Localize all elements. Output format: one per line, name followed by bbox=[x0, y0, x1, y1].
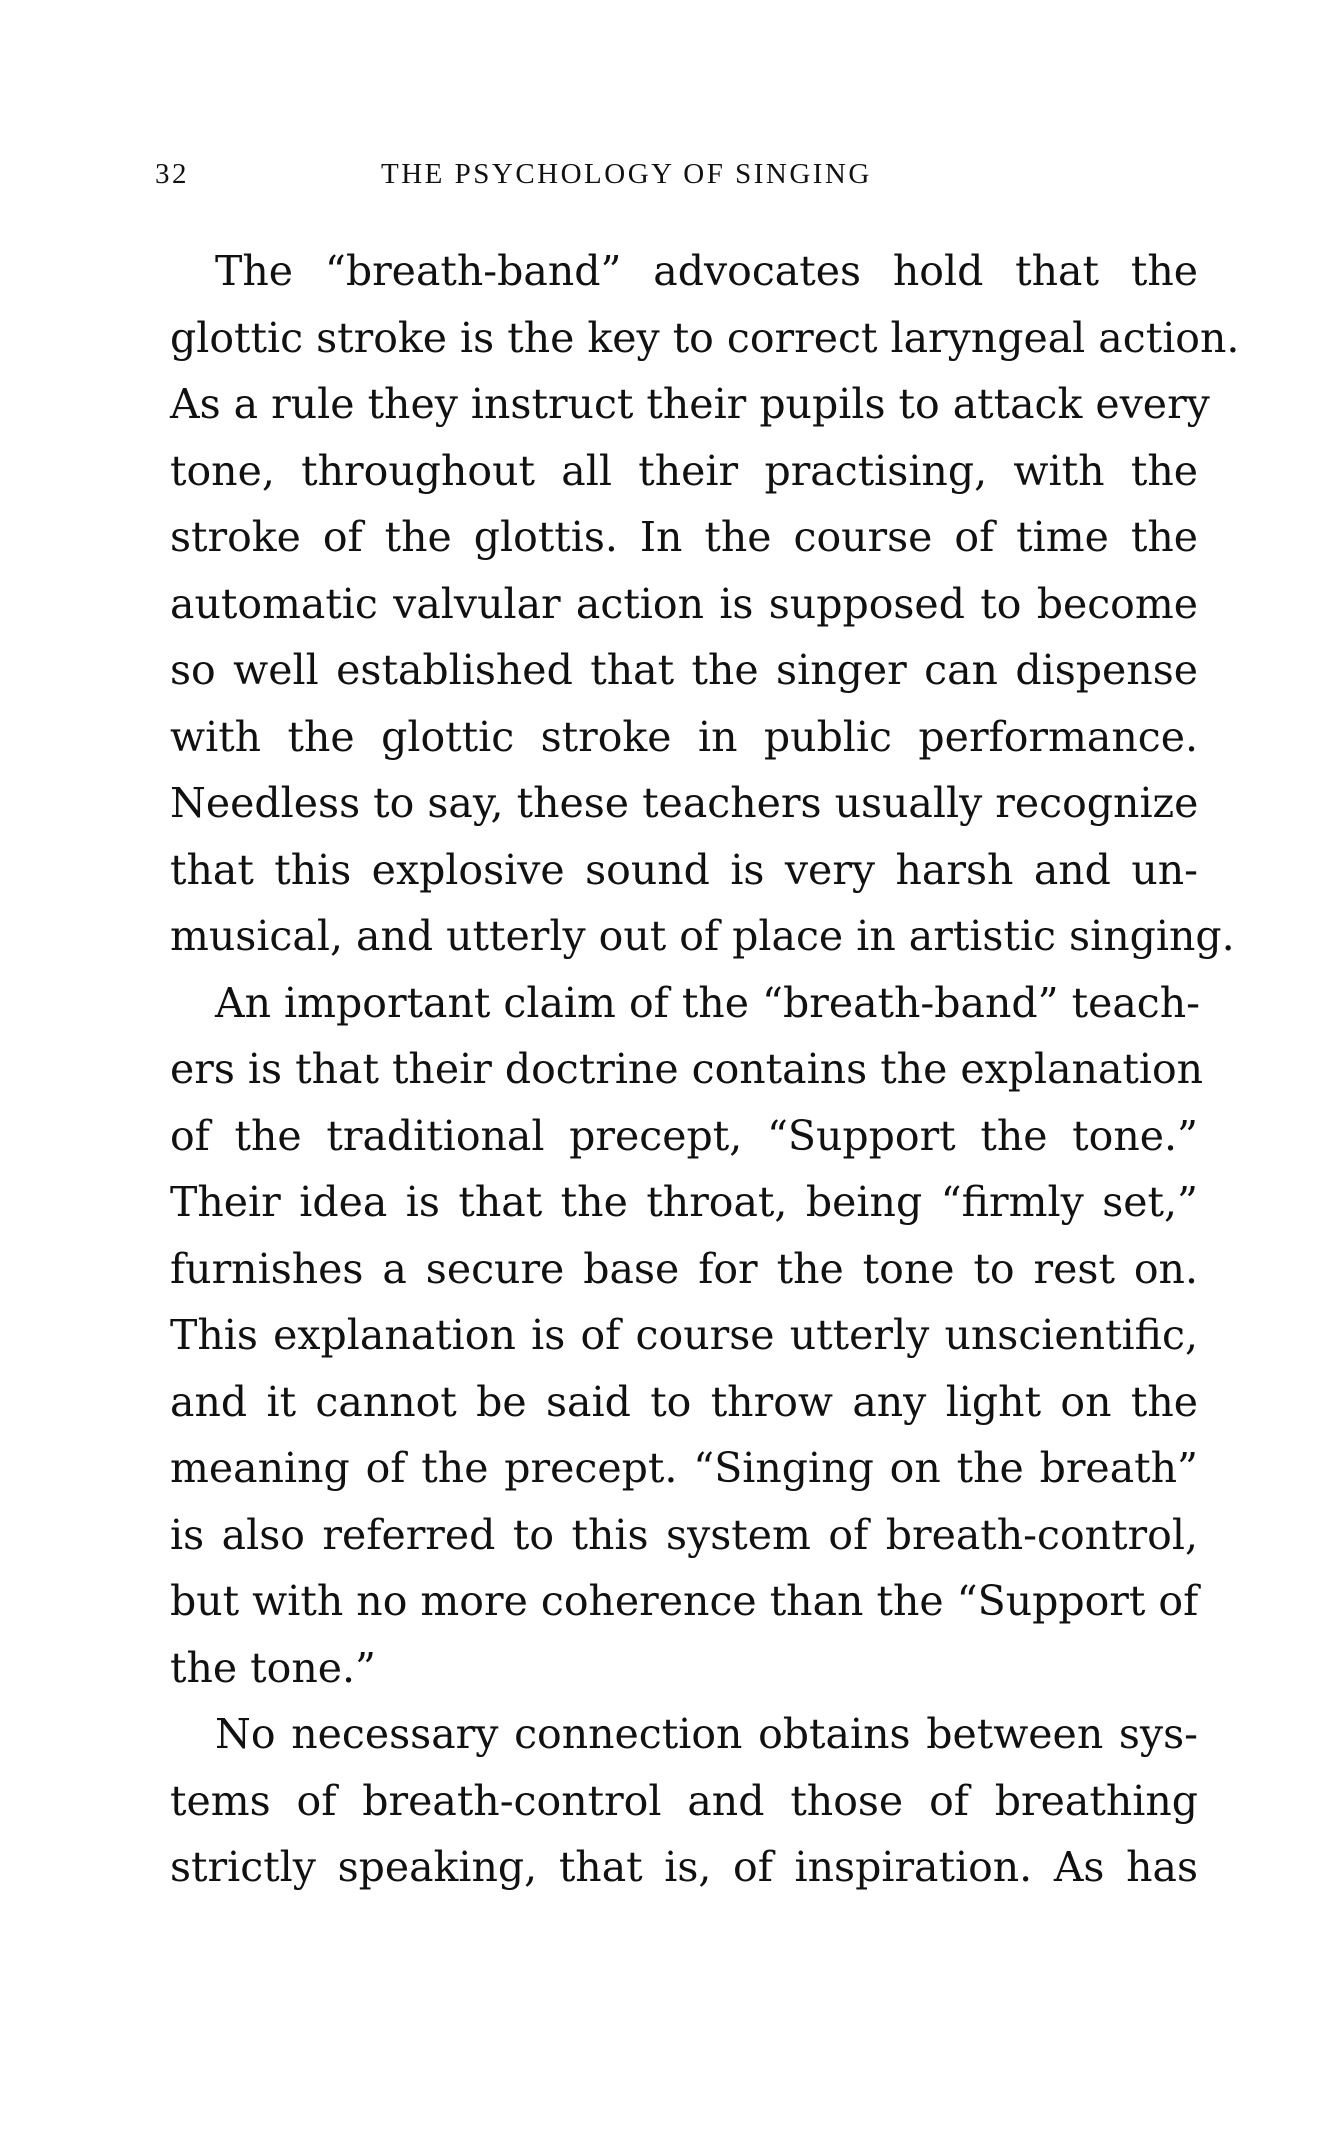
text-line: No necessary connection obtains between sys- bbox=[215, 1710, 1198, 1758]
running-title: THE PSYCHOLOGY OF SINGING bbox=[381, 158, 872, 190]
text-line: is also referred to this system of breath-control, bbox=[170, 1510, 1198, 1559]
text-line: and it cannot be said to throw any light on the bbox=[170, 1377, 1198, 1426]
text-line: As a rule they instruct their pupils to attack every bbox=[170, 380, 1210, 428]
text-line: meaning of the precept. “Singing on the breath” bbox=[170, 1444, 1198, 1492]
text-line: tone, throughout all their practising, with the bbox=[170, 446, 1198, 495]
text-line: of the traditional precept, “Support the tone.” bbox=[170, 1111, 1198, 1160]
text-line: that this explosive sound is very harsh and un- bbox=[170, 845, 1198, 894]
text-line: musical, and utterly out of place in artistic singing. bbox=[170, 912, 1235, 960]
text-line: This explanation is of course utterly unscientific, bbox=[170, 1311, 1198, 1359]
body-text bbox=[170, 238, 1240, 1901]
text-line: the tone.” bbox=[170, 1643, 377, 1692]
text-line: automatic valvular action is supposed to become bbox=[170, 579, 1198, 628]
text-line: tems of breath-control and those of breathing bbox=[170, 1776, 1198, 1825]
page-number: 32 bbox=[155, 158, 189, 190]
paragraph-1 bbox=[170, 238, 1240, 970]
text-line: with the glottic stroke in public performance. bbox=[170, 712, 1198, 761]
text-line: so well established that the singer can dispense bbox=[170, 646, 1198, 694]
text-line: The “breath-band” advocates hold that the bbox=[215, 247, 1198, 295]
text-line: strictly speaking, that is, of inspiration. As has bbox=[170, 1843, 1198, 1891]
text-line: but with no more coherence than the “Support of bbox=[170, 1577, 1199, 1625]
text-line: glottic stroke is the key to correct laryngeal action. bbox=[170, 313, 1240, 362]
paragraph-3 bbox=[170, 1701, 1198, 1901]
text-line: stroke of the glottis. In the course of time the bbox=[170, 513, 1198, 561]
text-line: Their idea is that the throat, being “firmly set,” bbox=[170, 1178, 1198, 1226]
text-line: Needless to say, these teachers usually recognize bbox=[170, 779, 1199, 827]
paragraph-2 bbox=[170, 970, 1204, 1702]
running-head bbox=[155, 158, 985, 198]
text-line: ers is that their doctrine contains the explanation bbox=[170, 1045, 1204, 1093]
text-line: furnishes a secure base for the tone to rest on. bbox=[170, 1244, 1198, 1293]
text-line: An important claim of the “breath-band” teach- bbox=[215, 978, 1201, 1027]
